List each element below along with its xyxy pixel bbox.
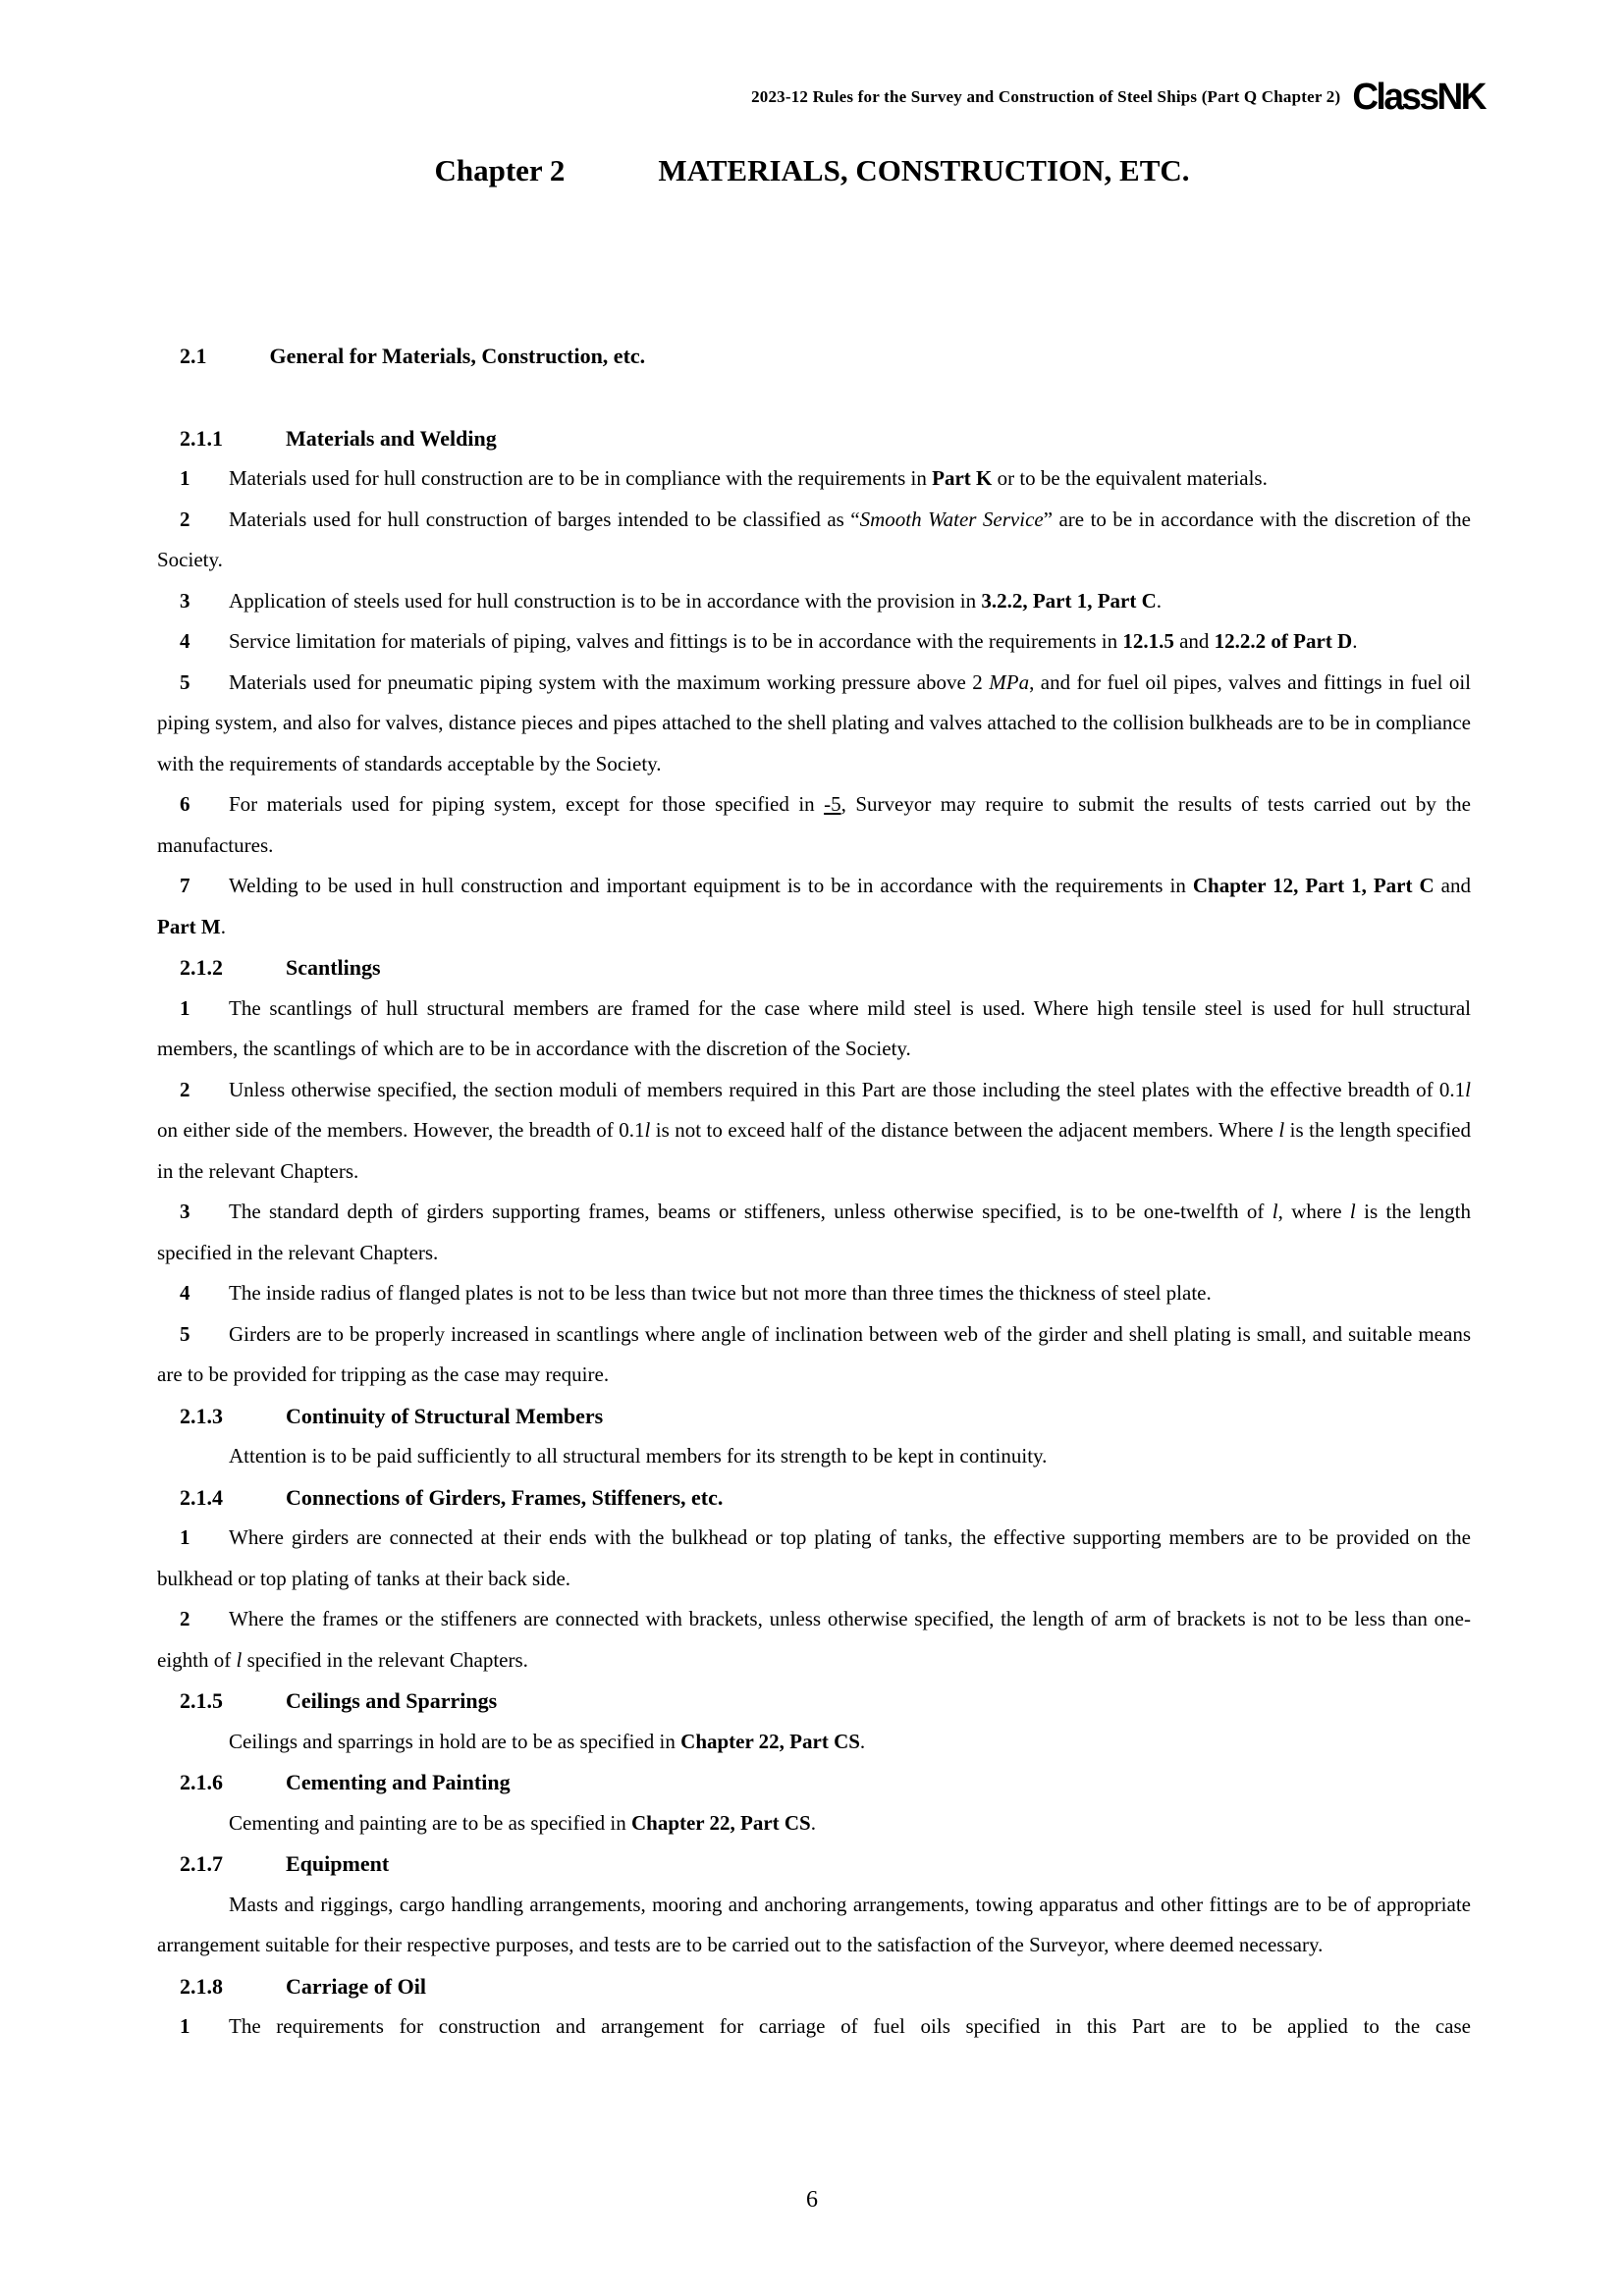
text-run: and <box>1173 629 1215 653</box>
text-run: For materials used for piping system, except for those specified in <box>229 792 825 816</box>
text-run: Cementing and painting are to be as specified in <box>229 1810 631 1835</box>
section-number: 2.1.4 <box>180 1484 223 1510</box>
text-run: Chapter 22, Part CS <box>680 1729 860 1753</box>
paragraph <box>157 663 1471 785</box>
paragraph-number: 3 <box>180 1200 190 1223</box>
text-run: MPa <box>989 669 1030 694</box>
text-run: Attention is to be paid sufficiently to all structural members for its strength to be kept in continuity. <box>229 1444 1048 1468</box>
section-title: Materials and Welding <box>286 425 497 451</box>
paragraph <box>157 988 1471 1070</box>
text-run: . <box>220 914 226 938</box>
text-run: Masts and riggings, cargo handling arrangements, mooring and anchoring arrangements, towing apparatus and other fittings are to be of appropriate arrangement suitable for their respective purposes, and tests are to be carried out to the satisfaction of the Surveyor, where deemed necessary. <box>157 1892 1471 1956</box>
heading-2-1-7 <box>157 1843 1471 1885</box>
paragraph-number: 1 <box>180 2014 190 2038</box>
text-run: 12.1.5 <box>1122 629 1174 653</box>
paragraph-number: 4 <box>180 1281 190 1305</box>
paragraph <box>157 2006 1471 2048</box>
text-run: , Surveyor may require to submit the results of tests carried out by the manufactures. <box>157 792 1471 857</box>
text-run: of Part D <box>1271 629 1353 653</box>
text-run: , and for fuel oil pipes, valves and fittings in fuel oil piping system, and also for valves, distance pieces and pipes attached to the shell plating and valves attached to the collision bulkheads are to be in compliance with the requirements of standards acceptable by the Society. <box>157 669 1472 775</box>
text-run: Application of steels used for hull construction is to be in accordance with the provision in <box>229 588 982 613</box>
heading-2-1-8 <box>157 1966 1471 2007</box>
paragraph-number: 2 <box>180 1077 190 1101</box>
paragraph <box>157 500 1471 581</box>
text-run: and <box>1434 874 1472 897</box>
paragraph <box>157 784 1471 866</box>
chapter-title: MATERIALS, CONSTRUCTION, ETC. <box>658 153 1190 187</box>
text-run: . <box>1156 588 1163 613</box>
text-run: . <box>810 1810 816 1835</box>
section-number: 2.1.8 <box>180 1973 223 1999</box>
section-title: General for Materials, Construction, etc. <box>269 344 646 368</box>
page-footer <box>0 2187 1624 2214</box>
text-run: , where <box>1277 1200 1350 1223</box>
text-run: ” are to be in accordance with the discretion of the Society. <box>157 507 1471 571</box>
text-run: Part K <box>932 466 993 490</box>
text-run: Ceilings and sparrings in hold are to be as specified in <box>229 1729 681 1753</box>
section-title: Continuity of Structural Members <box>286 1403 604 1428</box>
text-run: Materials used for hull construction of barges intended to be classified as “ <box>229 507 860 531</box>
text-run: 3.2.2, Part 1, Part C <box>981 588 1157 613</box>
heading-2-1 <box>157 336 1471 377</box>
running-header-text: 2023-12 Rules for the Survey and Construction of Steel Ships (Part Q Chapter 2) <box>751 87 1341 106</box>
text-run: Smooth Water Service <box>859 507 1044 531</box>
text-run: is the length specified in the relevant Chapters. <box>157 1200 1471 1264</box>
classnk-logo: ClassNK <box>1352 76 1485 118</box>
paragraph <box>157 1885 1471 1966</box>
text-run: or to be the equivalent materials. <box>992 466 1268 490</box>
paragraph-number: 7 <box>180 874 190 897</box>
paragraph-number: 1 <box>180 1525 190 1549</box>
paragraph <box>157 1273 1471 1314</box>
text-run: is the length specified in the relevant Chapters. <box>157 1118 1472 1183</box>
heading-2-1-4 <box>157 1477 1471 1519</box>
section-number: 2.1.3 <box>180 1403 223 1428</box>
section-number: 2.1.6 <box>180 1770 223 1794</box>
paragraph <box>157 1722 1471 1763</box>
section-title: Cementing and Painting <box>286 1770 511 1794</box>
text-run: Service limitation for materials of piping, valves and fittings is to be in accordance with the requirements in <box>229 629 1123 653</box>
heading-2-1-1 <box>157 418 1471 459</box>
paragraph <box>157 458 1471 500</box>
section-number: 2.1.7 <box>180 1851 223 1876</box>
text-run: Welding to be used in hull construction and important equipment is to be in accordance with the requirements in <box>229 874 1193 897</box>
text-run: l <box>1278 1118 1285 1142</box>
text-run: Part M <box>157 914 221 938</box>
paragraph <box>157 1518 1471 1599</box>
section-number: 2.1.1 <box>180 425 223 451</box>
text-run: l <box>236 1647 243 1672</box>
paragraph <box>157 581 1471 622</box>
paragraph-number: 6 <box>180 792 190 816</box>
text-run: The inside radius of flanged plates is not to be less than twice but not more than three times the thickness of steel plate. <box>229 1281 1212 1305</box>
chapter-label: Chapter 2 <box>434 153 566 187</box>
text-run: . <box>1352 629 1358 653</box>
paragraph <box>157 1599 1471 1681</box>
paragraph <box>157 1436 1471 1477</box>
text-run: Where the frames or the stiffeners are connected with brackets, unless otherwise specified, the length of arm of brackets is not to be less than one-eighth of <box>157 1607 1471 1672</box>
text-run: Chapter 12, Part 1, Part C <box>1192 874 1435 897</box>
text-run: Unless otherwise specified, the section moduli of members required in this Part are those including the steel plates with the effective breadth of 0.1 <box>229 1077 1466 1101</box>
text-run: The requirements for construction and arrangement for carriage of fuel oils specified in this Part are to be applied to the case <box>229 2014 1471 2038</box>
text-run: specified in the relevant Chapters. <box>242 1647 528 1672</box>
text-run: The standard depth of girders supporting frames, beams or stiffeners, unless otherwise specified, is to be one-twelfth of <box>229 1200 1272 1223</box>
text-run: Chapter 22, Part CS <box>630 1810 811 1835</box>
paragraph <box>157 1803 1471 1844</box>
paragraph-number: 4 <box>180 629 190 653</box>
paragraph-number: 1 <box>180 466 190 490</box>
text-run: 12.2.2 <box>1214 629 1267 653</box>
heading-2-1-2 <box>157 947 1471 988</box>
section-number: 2.1.5 <box>180 1688 223 1713</box>
heading-2-1-6 <box>157 1762 1471 1803</box>
text-run: The scantlings of hull structural members are framed for the case where mild steel is used. Where high tensile steel is used for hull structural members, the scantlings of which are to be in accordance with the discretion of the Society. <box>157 995 1471 1060</box>
text-run: l <box>1349 1200 1356 1223</box>
chapter-title-row <box>0 153 1624 188</box>
text-run: -5 <box>824 792 841 816</box>
text-run: on either side of the members. However, the breadth of 0.1 <box>157 1118 645 1142</box>
document-body <box>157 336 1471 2048</box>
paragraph <box>157 1070 1471 1193</box>
text-run: Materials used for pneumatic piping system with the maximum working pressure above 2 <box>229 669 990 694</box>
section-number: 2.1 <box>180 344 207 368</box>
text-run: Materials used for hull construction are to be in compliance with the requirements in <box>229 466 933 490</box>
text-run: l <box>1465 1077 1471 1101</box>
heading-2-1-3 <box>157 1396 1471 1437</box>
page-header <box>751 77 1485 118</box>
paragraph-number: 5 <box>180 1321 190 1346</box>
section-number: 2.1.2 <box>180 955 223 980</box>
text-run: is not to exceed half of the distance between the adjacent members. Where <box>650 1118 1279 1142</box>
section-title: Ceilings and Sparrings <box>286 1688 498 1713</box>
heading-2-1-5 <box>157 1681 1471 1722</box>
text-run: Girders are to be properly increased in scantlings where angle of inclination between web of the girder and shell plating is small, and suitable means are to be provided for tripping as the case may require. <box>157 1321 1471 1386</box>
section-title: Equipment <box>286 1851 390 1876</box>
paragraph-number: 1 <box>180 995 190 1020</box>
text-run: . <box>859 1729 866 1753</box>
paragraph-number: 5 <box>180 669 190 694</box>
paragraph <box>157 1192 1471 1273</box>
section-title: Connections of Girders, Frames, Stiffeners, etc. <box>286 1484 724 1510</box>
paragraph <box>157 1314 1471 1396</box>
paragraph <box>157 621 1471 663</box>
text-run: Where girders are connected at their ends with the bulkhead or top plating of tanks, the effective supporting members are to be provided on the bulkhead or top plating of tanks at their back side. <box>157 1525 1471 1590</box>
text-run: l <box>644 1118 651 1142</box>
text-run: l <box>1272 1200 1278 1223</box>
paragraph-number: 3 <box>180 588 190 613</box>
paragraph-number: 2 <box>180 1607 190 1630</box>
paragraph <box>157 866 1471 947</box>
paragraph-number: 2 <box>180 507 190 531</box>
section-title: Scantlings <box>286 955 381 980</box>
section-title: Carriage of Oil <box>286 1973 426 1999</box>
page-number: 6 <box>806 2187 818 2213</box>
